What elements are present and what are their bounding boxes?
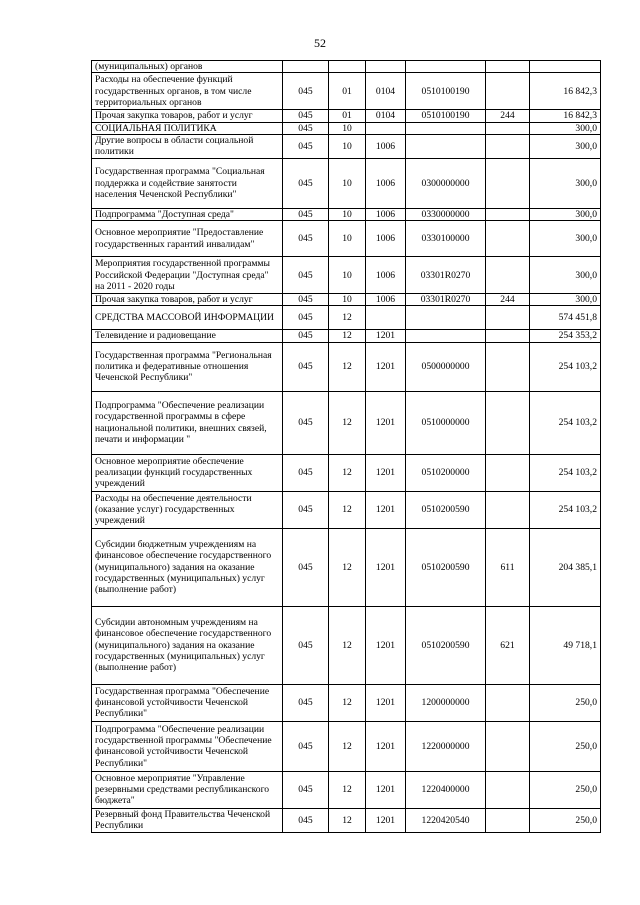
row-name-cell: Прочая закупка товаров, работ и услуг [92, 294, 283, 306]
subsection-code-cell: 1006 [366, 294, 406, 306]
admin-code-cell: 045 [283, 454, 329, 491]
admin-code-cell: 045 [283, 306, 329, 330]
section-code-cell: 12 [329, 721, 366, 771]
target-article-cell: 0510000000 [406, 391, 486, 454]
target-article-cell: 1200000000 [406, 684, 486, 721]
admin-code-cell: 045 [283, 122, 329, 134]
amount-cell: 300,0 [530, 294, 601, 306]
table-row [92, 221, 601, 257]
row-name-cell: Телевидение и радиовещание [92, 330, 283, 342]
section-code-cell: 10 [329, 208, 366, 220]
target-article-cell: 1220400000 [406, 771, 486, 808]
target-article-cell: 0500000000 [406, 342, 486, 391]
target-article-cell: 0510100190 [406, 110, 486, 122]
section-code-cell: 12 [329, 306, 366, 330]
subsection-code-cell: 1201 [366, 606, 406, 684]
expense-type-cell [486, 808, 530, 832]
subsection-code-cell: 1006 [366, 208, 406, 220]
target-article-cell: 0510100190 [406, 73, 486, 110]
section-code-cell: 12 [329, 606, 366, 684]
table-row [92, 134, 601, 158]
admin-code-cell: 045 [283, 110, 329, 122]
admin-code-cell: 045 [283, 528, 329, 606]
expense-type-cell [486, 771, 530, 808]
admin-code-cell: 045 [283, 73, 329, 110]
subsection-code-cell: 1201 [366, 808, 406, 832]
row-name-cell: Другие вопросы в области социальной политики [92, 134, 283, 158]
table-row [92, 306, 601, 330]
table-row [92, 122, 601, 134]
amount-cell: 250,0 [530, 808, 601, 832]
admin-code-cell: 045 [283, 208, 329, 220]
admin-code-cell: 045 [283, 134, 329, 158]
expense-type-cell [486, 491, 530, 528]
amount-cell: 300,0 [530, 158, 601, 208]
admin-code-cell: 045 [283, 342, 329, 391]
admin-code-cell: 045 [283, 771, 329, 808]
section-code-cell: 01 [329, 110, 366, 122]
amount-cell: 16 842,3 [530, 73, 601, 110]
table-row [92, 391, 601, 454]
admin-code-cell: 045 [283, 721, 329, 771]
target-article-cell: 0330100000 [406, 221, 486, 257]
amount-cell: 300,0 [530, 208, 601, 220]
row-name-cell: СОЦИАЛЬНАЯ ПОЛИТИКА [92, 122, 283, 134]
expense-type-cell [486, 122, 530, 134]
amount-cell: 250,0 [530, 684, 601, 721]
subsection-code-cell: 1201 [366, 454, 406, 491]
amount-cell: 254 103,2 [530, 342, 601, 391]
subsection-code-cell: 1006 [366, 134, 406, 158]
subsection-code-cell: 1201 [366, 771, 406, 808]
admin-code-cell: 045 [283, 606, 329, 684]
row-name-cell: Резервный фонд Правительства Чеченской Республики [92, 808, 283, 832]
row-name-cell: Государственная программа "Социальная поддержка и содействие занятости населения Чеченской Республики" [92, 158, 283, 208]
amount-cell: 254 103,2 [530, 491, 601, 528]
amount-cell: 300,0 [530, 257, 601, 294]
row-name-cell: Прочая закупка товаров, работ и услуг [92, 110, 283, 122]
amount-cell: 250,0 [530, 721, 601, 771]
admin-code-cell: 045 [283, 391, 329, 454]
amount-cell: 254 103,2 [530, 391, 601, 454]
admin-code-cell: 045 [283, 158, 329, 208]
subsection-code-cell: 1201 [366, 491, 406, 528]
table-row [92, 808, 601, 832]
table-row [92, 606, 601, 684]
expense-type-cell [486, 134, 530, 158]
target-article-cell: 0510200000 [406, 454, 486, 491]
target-article-cell [406, 122, 486, 134]
amount-cell: 574 451,8 [530, 306, 601, 330]
budget-table [91, 60, 601, 833]
admin-code-cell: 045 [283, 808, 329, 832]
expense-type-cell: 621 [486, 606, 530, 684]
row-name-cell: Основное мероприятие "Управление резервными средствами республиканского бюджета" [92, 771, 283, 808]
expense-type-cell [486, 330, 530, 342]
subsection-code-cell: 1201 [366, 342, 406, 391]
table-row [92, 110, 601, 122]
subsection-code-cell: 1006 [366, 158, 406, 208]
admin-code-cell: 045 [283, 221, 329, 257]
expense-type-cell [486, 221, 530, 257]
table-row [92, 684, 601, 721]
target-article-cell: 0330000000 [406, 208, 486, 220]
section-code-cell: 10 [329, 221, 366, 257]
page-number: 52 [314, 36, 326, 50]
row-name-cell: Субсидии автономным учреждениям на финансовое обеспечение государственного (муниципального) задания на оказание государственных (муниципальных) услуг (выполнение работ) [92, 606, 283, 684]
expense-type-cell [486, 257, 530, 294]
target-article-cell [406, 61, 486, 73]
subsection-code-cell: 1201 [366, 721, 406, 771]
section-code-cell: 12 [329, 771, 366, 808]
row-name-cell: Подпрограмма "Доступная среда" [92, 208, 283, 220]
subsection-code-cell [366, 306, 406, 330]
amount-cell: 300,0 [530, 122, 601, 134]
admin-code-cell: 045 [283, 257, 329, 294]
table-row [92, 330, 601, 342]
table-row [92, 73, 601, 110]
admin-code-cell: 045 [283, 330, 329, 342]
amount-cell: 16 842,3 [530, 110, 601, 122]
expense-type-cell [486, 684, 530, 721]
subsection-code-cell: 1201 [366, 528, 406, 606]
row-name-cell: (муниципальных) органов [92, 61, 283, 73]
expense-type-cell: 611 [486, 528, 530, 606]
table-row [92, 294, 601, 306]
table-row [92, 61, 601, 73]
target-article-cell [406, 330, 486, 342]
table-row [92, 491, 601, 528]
amount-cell: 250,0 [530, 771, 601, 808]
section-code-cell: 12 [329, 808, 366, 832]
table-row [92, 528, 601, 606]
target-article-cell [406, 134, 486, 158]
section-code-cell: 12 [329, 342, 366, 391]
table-row [92, 342, 601, 391]
section-code-cell: 10 [329, 134, 366, 158]
section-code-cell: 12 [329, 391, 366, 454]
expense-type-cell [486, 454, 530, 491]
target-article-cell: 0510200590 [406, 528, 486, 606]
row-name-cell: СРЕДСТВА МАССОВОЙ ИНФОРМАЦИИ [92, 306, 283, 330]
row-name-cell: Расходы на обеспечение функций государственных органов, в том числе территориальных органов [92, 73, 283, 110]
subsection-code-cell: 1201 [366, 391, 406, 454]
admin-code-cell: 045 [283, 684, 329, 721]
expense-type-cell [486, 73, 530, 110]
subsection-code-cell: 1201 [366, 330, 406, 342]
expense-type-cell [486, 208, 530, 220]
row-name-cell: Подпрограмма "Обеспечение реализации государственной программы "Обеспечение финансовой устойчивости Чеченской Республики" [92, 721, 283, 771]
row-name-cell: Основное мероприятие "Предоставление государственных гарантий инвалидам" [92, 221, 283, 257]
amount-cell: 300,0 [530, 221, 601, 257]
subsection-code-cell [366, 61, 406, 73]
section-code-cell: 12 [329, 330, 366, 342]
subsection-code-cell [366, 122, 406, 134]
target-article-cell: 0510200590 [406, 606, 486, 684]
target-article-cell: 1220420540 [406, 808, 486, 832]
expense-type-cell [486, 721, 530, 771]
table-row [92, 721, 601, 771]
section-code-cell: 10 [329, 294, 366, 306]
amount-cell: 49 718,1 [530, 606, 601, 684]
table-row [92, 454, 601, 491]
table-row [92, 208, 601, 220]
subsection-code-cell: 1006 [366, 257, 406, 294]
table-body [92, 61, 601, 833]
section-code-cell: 12 [329, 491, 366, 528]
subsection-code-cell: 0104 [366, 110, 406, 122]
target-article-cell: 1220000000 [406, 721, 486, 771]
table-row [92, 771, 601, 808]
target-article-cell: 0510200590 [406, 491, 486, 528]
row-name-cell: Расходы на обеспечение деятельности (оказание услуг) государственных учреждений [92, 491, 283, 528]
row-name-cell: Государственная программа "Региональная политика и федеративные отношения Чеченской Республики" [92, 342, 283, 391]
table-row [92, 158, 601, 208]
expense-type-cell [486, 306, 530, 330]
section-code-cell: 12 [329, 528, 366, 606]
target-article-cell [406, 306, 486, 330]
expense-type-cell [486, 391, 530, 454]
section-code-cell: 10 [329, 257, 366, 294]
section-code-cell [329, 61, 366, 73]
target-article-cell: 03301R0270 [406, 294, 486, 306]
expense-type-cell [486, 342, 530, 391]
row-name-cell: Мероприятия государственной программы Российской Федерации "Доступная среда" на 2011 - 2020 годы [92, 257, 283, 294]
row-name-cell: Подпрограмма "Обеспечение реализации государственной программы в сфере национальной политики, внешних связей, печати и информации " [92, 391, 283, 454]
subsection-code-cell: 1006 [366, 221, 406, 257]
section-code-cell: 12 [329, 454, 366, 491]
amount-cell [530, 61, 601, 73]
expense-type-cell [486, 158, 530, 208]
expense-type-cell: 244 [486, 294, 530, 306]
admin-code-cell: 045 [283, 491, 329, 528]
expense-type-cell [486, 61, 530, 73]
subsection-code-cell: 0104 [366, 73, 406, 110]
amount-cell: 254 103,2 [530, 454, 601, 491]
target-article-cell: 03301R0270 [406, 257, 486, 294]
section-code-cell: 01 [329, 73, 366, 110]
subsection-code-cell: 1201 [366, 684, 406, 721]
admin-code-cell [283, 61, 329, 73]
row-name-cell: Основное мероприятие обеспечение реализации функций государственных учреждений [92, 454, 283, 491]
expense-type-cell: 244 [486, 110, 530, 122]
section-code-cell: 10 [329, 122, 366, 134]
amount-cell: 254 353,2 [530, 330, 601, 342]
admin-code-cell: 045 [283, 294, 329, 306]
section-code-cell: 10 [329, 158, 366, 208]
amount-cell: 204 385,1 [530, 528, 601, 606]
section-code-cell: 12 [329, 684, 366, 721]
row-name-cell: Субсидии бюджетным учреждениям на финансовое обеспечение государственного (муниципального) задания на оказание государственных (муниципальных) услуг (выполнение работ) [92, 528, 283, 606]
amount-cell: 300,0 [530, 134, 601, 158]
row-name-cell: Государственная программа "Обеспечение финансовой устойчивости Чеченской Республики" [92, 684, 283, 721]
table-row [92, 257, 601, 294]
target-article-cell: 0300000000 [406, 158, 486, 208]
